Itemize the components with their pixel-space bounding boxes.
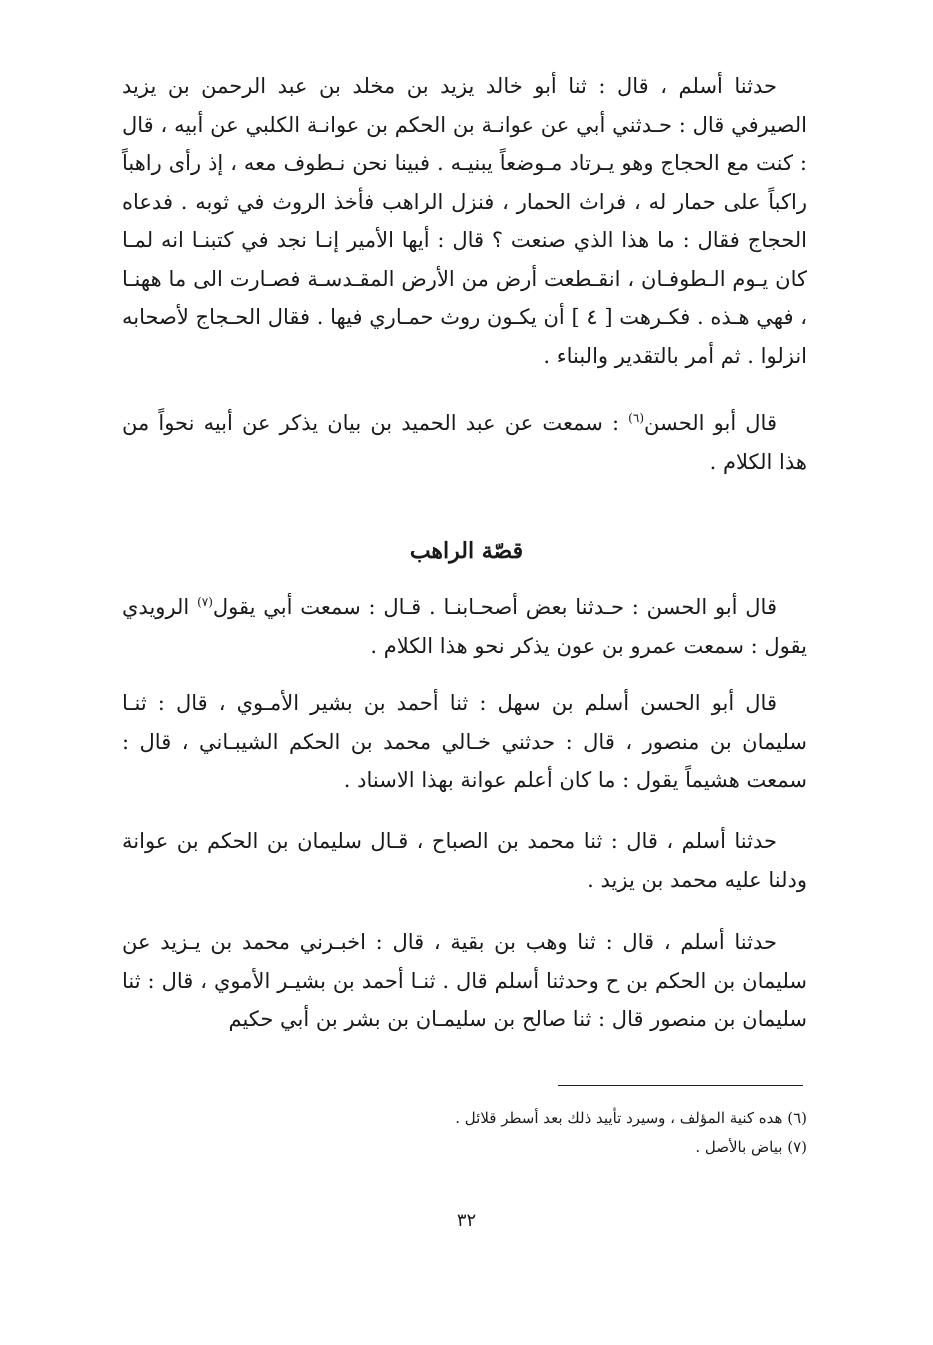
paragraph-4 — [122, 684, 807, 800]
footnote-6: (٦) هده كنية المؤلف ، وسيرد تأييد ذلك بعد أسطر قلائل . — [455, 1109, 807, 1127]
paragraph-2 — [122, 404, 807, 481]
paragraph-3-end: الرويدي يقول : سمعت عمرو بن عون يذكر نحو هذا الكلام . — [122, 595, 807, 658]
paragraph-1 — [122, 67, 807, 375]
footnotes — [122, 1104, 807, 1162]
paragraph-2-end: : سمعت عن عبد الحميد بن بيان يذكر عن أبيه نحواً من هذا الكلام . — [122, 411, 807, 474]
footnote-ref-6: (٦) — [628, 411, 644, 425]
footnote-ref-7: (٧) — [197, 595, 213, 609]
section-heading: قصّة الراهب — [409, 538, 524, 564]
footnote-divider — [558, 1085, 803, 1086]
paragraph-1-text: حدثنا أسلم ، قال : ثنا أبو خالد يزيد بن مخلد بن عبد الرحمن بن يزيد الصيرفي قال : حـدثني أبي عن عوانـة بن الحكم بن عوانـة الكلبي عن أبيه ، قال : كنت مع الحجاج وهو يـرتاد مـوضعاً يبنيـه . فبينا نحن نـطوف معه ، إذ رأى راهباً راكباً على حمار له ، فراث الحمار ، فنزل الراهب فأخذ الروث في ثوبه . فدعاه الحجاج فقال : ما هذا الذي صنعت ؟ قال : أيها الأمير إنـا نجد في كتبنـا انه لمـا كان يـوم الـطوفـان ، انقـطعت أرض من الأرض المقـدسـة فصـارت الى ما ههنـا ، فهي هـذه . فكـرهت [ ٤ ] أن يكـون روث حمـاري فيها . فقال الحـجاج لأصحابه انزلوا . ثم أمر بالتقدير والبناء . — [122, 74, 807, 368]
paragraph-3-start: قال أبو الحسن : حـدثنا بعض أصحـابنـا . قـال : سمعت أبي يقول — [212, 595, 777, 619]
paragraph-5-text: حدثنا أسلم ، قال : ثنا محمد بن الصباح ، قـال سليمان بن الحكم بن عوانة ودلنا عليه محمد بن يزيد . — [122, 829, 807, 892]
paragraph-3 — [122, 588, 807, 665]
paragraph-4-text: قال أبو الحسن أسلم بن سهل : ثنا أحمد بن بشير الأمـوي ، قال : ثنـا سليمان بن منصور ، قال : حدثني خـالي محمد بن الحكم الشيبـاني ، قال : سمعت هشيماً يقول : ما كان أعلم عوانة بهذا الاسناد . — [122, 691, 807, 792]
page-number: ٣٢ — [456, 1210, 477, 1231]
footnote-7: (٧) بياض بالأصل . — [695, 1138, 807, 1156]
paragraph-6-text: حدثنا أسلم ، قال : ثنا وهب بن بقية ، قال : اخبـرني محمد بن يـزيد عن سليمان بن الحكم بن ح وحدثنا أسلم قال . ثنـا أحمد بن بشيـر الأموي ، قال : ثنا سليمان بن منصور قال : ثنا صالح بن سليمـان بن بشر بن أبي حكيم — [122, 930, 807, 1031]
paragraph-6 — [122, 923, 807, 1039]
paragraph-2-start: قال أبو الحسن — [644, 411, 777, 435]
paragraph-5 — [122, 822, 807, 899]
